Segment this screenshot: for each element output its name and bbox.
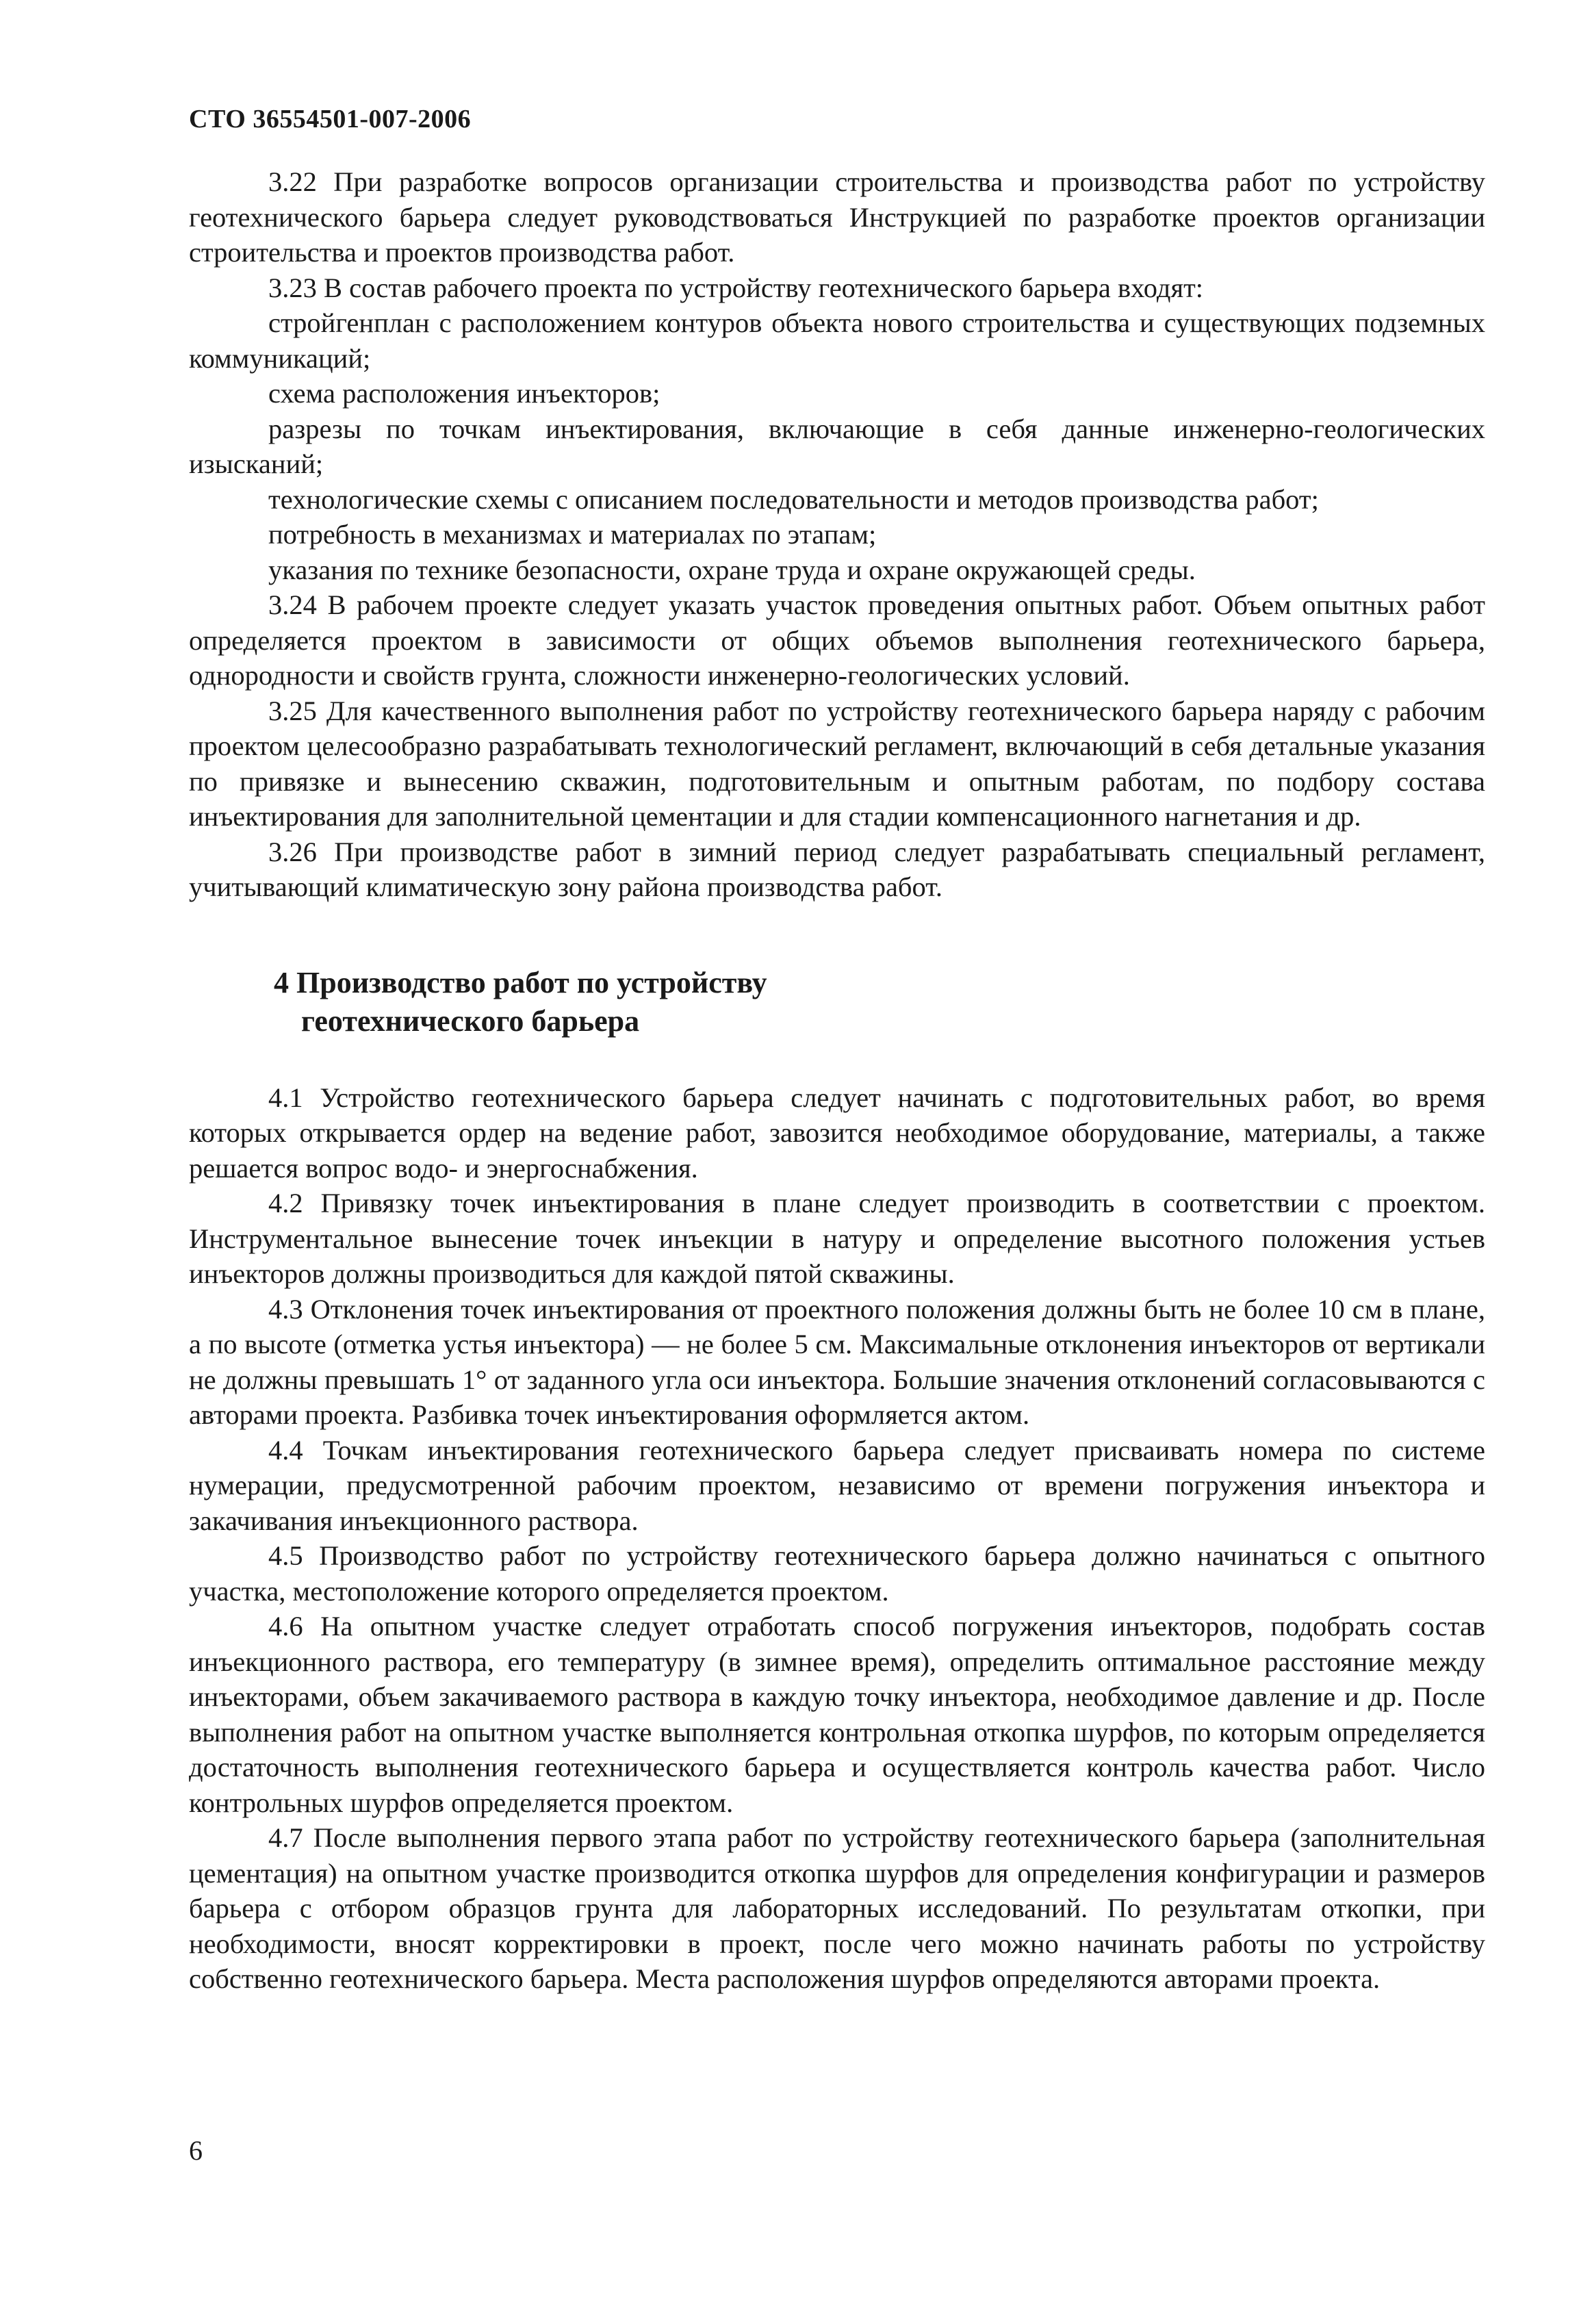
list-item-sections: разрезы по точкам инъектирования, включающие в себя данные инженерно-геологических изысканий; bbox=[189, 413, 1485, 479]
paragraph-4-3: 4.3 Отклонения точек инъектирования от проектного положения должны быть не более 10 см в плане, а по высоте (отметка устья инъектора) — не более 5 см. Максимальные отклонения инъекторов от вертикали не должны превышать 1° от заданного угла оси инъектора. Большие значения отклонений согласовываются с авторами проекта. Разбивка точек инъектирования оформляется актом. bbox=[189, 1293, 1485, 1430]
paragraph-4-5: 4.5 Производство работ по устройству геотехнического барьера должно начинаться с опытного участка, местоположение которого определяется проектом. bbox=[189, 1540, 1485, 1607]
paragraph-3-23: 3.23 В состав рабочего проекта по устройству геотехнического барьера входят: bbox=[268, 272, 1204, 303]
paragraph-4-4: 4.4 Точкам инъектирования геотехнического барьера следует присваивать номера по системе нумерации, предусмотренной рабочим проектом, независимо от времени погружения инъектора и закачивания инъекционного раствора. bbox=[189, 1434, 1485, 1536]
list-item-injector-scheme: схема расположения инъекторов; bbox=[268, 378, 660, 409]
list-item-stroygenplan: стройгенплан с расположением контуров объекта нового строительства и существующих подземных коммуникаций; bbox=[189, 307, 1485, 374]
paragraph-3-26: 3.26 При производстве работ в зимний период следует разрабатывать специальный регламент, учитывающий климатическую зону района производства работ. bbox=[189, 836, 1485, 902]
list-item-tech-schemes: технологические схемы с описанием последовательности и методов производства работ; bbox=[268, 483, 1319, 515]
section-heading-line1: 4 Производство работ по устройству bbox=[274, 965, 767, 999]
paragraph-4-7: 4.7 После выполнения первого этапа работ по устройству геотехнического барьера (заполнительная цементация) на опытном участке производится откопка шурфов для определения конфигурации и размеров барьера с отбором образцов грунта для лабораторных исследований. По результатам откопки, при необходимости, вносят корректировки в проект, после чего можно начинать работы по устройству собственно геотехнического барьера. Места расположения шурфов определяются авторами проекта. bbox=[189, 1822, 1485, 1994]
section-4-heading bbox=[274, 964, 1485, 1040]
document-code-header: СТО 36554501-007-2006 bbox=[189, 105, 472, 133]
paragraph-4-6: 4.6 На опытном участке следует отработать способ погружения инъекторов, подобрать состав инъекционного раствора, его температуру (в зимнее время), определить оптимальное расстояние между инъекторами, объем закачиваемого раствора в каждую точку инъектора, необходимое давление и др. После выполнения работ на опытном участке выполняется контрольная откопка шурфов, по которым определяется достаточность выполнения геотехнического барьера и осуществляется контроль качества работ. Число контрольных шурфов определяется проектом. bbox=[189, 1611, 1485, 1818]
paragraph-4-2: 4.2 Привязку точек инъектирования в плане следует производить в соответствии с проектом. Инструментальное вынесение точек инъекции в натуру и определение высотного положения устьев инъекторов должны производиться для каждой пятой скважины. bbox=[189, 1188, 1485, 1289]
list-item-machinery-needs: потребность в механизмах и материалах по этапам; bbox=[268, 519, 877, 550]
document-body bbox=[189, 164, 1485, 1997]
paragraph-3-24: 3.24 В рабочем проекте следует указать участок проведения опытных работ. Объем опытных работ определяется проектом в зависимости от общих объемов выполнения геотехнического барьера, однородности и свойств грунта, сложности инженерно-геологических условий. bbox=[189, 589, 1485, 691]
list-item-safety: указания по технике безопасности, охране труда и охране окружающей среды. bbox=[268, 554, 1196, 585]
paragraph-3-25: 3.25 Для качественного выполнения работ по устройству геотехнического барьера наряду с рабочим проектом целесообразно разрабатывать технологический регламент, включающий в себя детальные указания по привязке и вынесению скважин, подготовительным и опытным работам, по подбору состава инъектирования для заполнительной цементации и для стадии компенсационного нагнетания и др. bbox=[189, 695, 1485, 832]
paragraph-3-22: 3.22 При разработке вопросов организации строительства и производства работ по устройству геотехнического барьера следует руководствоваться Инструкцией по разработке проектов организации строительства и проектов производства работ. bbox=[189, 166, 1485, 268]
section-heading-line2: геотехнического барьера bbox=[301, 1004, 640, 1038]
page-number: 6 bbox=[189, 2135, 203, 2166]
paragraph-4-1: 4.1 Устройство геотехнического барьера следует начинать с подготовительных работ, во время которых открывается ордер на ведение работ, завозится необходимое оборудование, материалы, а также решается вопрос водо- и энергоснабжения. bbox=[189, 1082, 1485, 1184]
